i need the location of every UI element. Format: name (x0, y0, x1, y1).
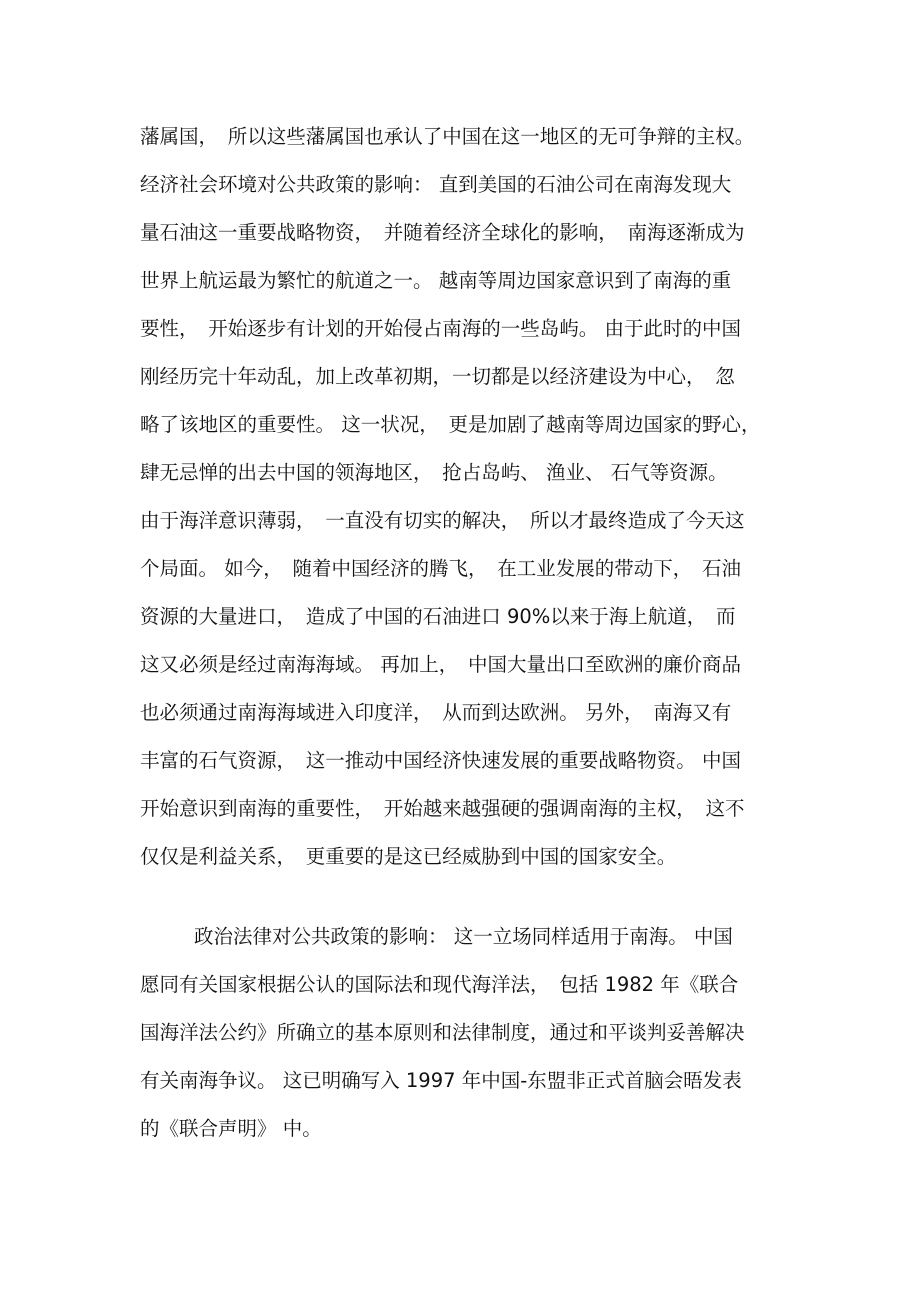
text-line: 有关南海争议。 这已明确写入 1997 年中国-东盟非正式首脑会晤发表 (140, 1069, 742, 1092)
text-line: 肆无忌惮的出去中国的领海地区， 抢占岛屿、 渔业、 石气等资源。 (140, 461, 728, 484)
text-line: 刚经历完十年动乱，加上改革初期，一切都是以经济建设为中心， 忽 (140, 365, 735, 388)
text-line: 经济社会环境对公共政策的影响： 直到美国的石油公司在南海发现大 (140, 173, 732, 196)
text-line: 藩属国， 所以这些藩属国也承认了中国在这一地区的无可争辩的主权。 (140, 125, 755, 148)
paragraph-economic-social (140, 113, 790, 881)
text-line: 政治法律对公共政策的影响： 这一立场同样适用于南海。 中国 (194, 925, 733, 948)
text-line: 国海洋法公约》所确立的基本原则和法律制度，通过和平谈判妥善解决 (140, 1021, 745, 1044)
text-line: 的《联合声明》 中。 (140, 1117, 322, 1140)
text-line: 世界上航运最为繁忙的航道之一。 越南等周边国家意识到了南海的重 (140, 269, 732, 292)
text-line: 个局面。 如今， 随着中国经济的腾飞， 在工业发展的带动下， 石油 (140, 557, 741, 580)
text-line: 资源的大量进口， 造成了中国的石油进口 90%以来于海上航道， 而 (140, 605, 736, 628)
text-line: 仅仅是利益关系， 更重要的是这已经威胁到中国的国家安全。 (140, 845, 677, 868)
text-line: 也必须通过南海海域进入印度洋， 从而到达欧洲。 另外， 南海又有 (140, 701, 732, 724)
text-line: 这又必须是经过南海海域。 再加上， 中国大量出口至欧洲的廉价商品 (140, 653, 741, 676)
text-line: 丰富的石气资源， 这一推动中国经济快速发展的重要战略物资。 中国 (140, 749, 741, 772)
text-line: 量石油这一重要战略物资， 并随着经济全球化的影响， 南海逐渐成为 (140, 221, 745, 244)
text-line: 略了该地区的重要性。 这一状况， 更是加剧了越南等周边国家的野心， (140, 413, 761, 436)
paragraph-political-legal (140, 913, 790, 1153)
text-line: 愿同有关国家根据公认的国际法和现代海洋法， 包括 1982 年《联合 (140, 973, 739, 996)
text-line: 开始意识到南海的重要性， 开始越来越强硬的强调南海的主权， 这不 (140, 797, 745, 820)
text-line: 由于海洋意识薄弱， 一直没有切实的解决， 所以才最终造成了今天这 (140, 509, 745, 532)
text-line: 要性， 开始逐步有计划的开始侵占南海的一些岛屿。 由于此时的中国 (140, 317, 741, 340)
